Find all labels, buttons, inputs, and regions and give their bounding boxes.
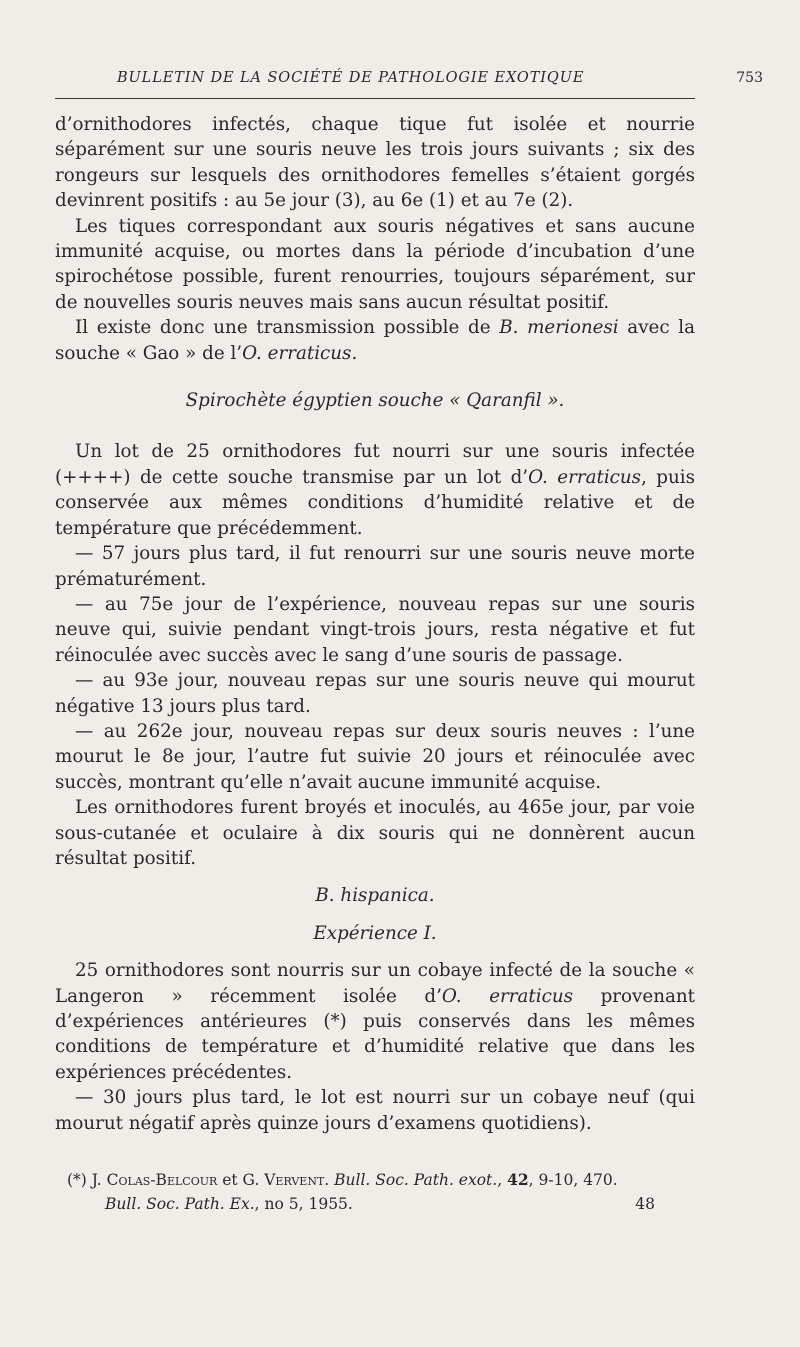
running-title: BULLETIN DE LA SOCIÉTÉ DE PATHOLOGIE EXOTIQUE <box>117 70 585 86</box>
section-heading: B. hispanica. <box>315 885 435 907</box>
paragraph: d’ornithodores infectés, chaque tique fut isolée et nourrie séparément sur une souris neuve les trois jours suivants ; six des rongeurs sur lesquels des ornithodores femelles s’étaient gorgés devinrent positifs : au 5e jour (3), au 6e (1) et au 7e (2). <box>55 114 695 212</box>
text-run: avec la souche « Gao » de l’ <box>55 317 695 364</box>
text-run: , no 5, 1955. <box>254 1195 353 1213</box>
footnote-marker: (*) <box>67 1171 87 1189</box>
page-number: 753 <box>736 70 763 86</box>
species-name: O. erraticus <box>528 466 642 488</box>
author: J. Colas-Belcour <box>91 1171 218 1189</box>
journal-name: Bull. Soc. Path. Ex. <box>105 1195 255 1213</box>
section-heading: Spirochète égyptien souche « Qaranfil ». <box>185 390 565 412</box>
page-range: 9-10, 470. <box>538 1171 618 1189</box>
text-run: 25 ornithodores sont nourris sur un cobaye infecté de la souche « Langeron » récemment isolée d’ <box>55 960 695 1007</box>
footnote-line <box>55 1192 695 1216</box>
journal-name: Bull. Soc. Path. exot. <box>334 1171 498 1189</box>
text-run: provenant d’expériences antérieures (*) puis conservés dans les mêmes conditions de température et d’humidité relative que dans les expériences précédentes. <box>55 985 695 1083</box>
footnote <box>55 1168 695 1216</box>
paragraph: — au 262e jour, nouveau repas sur deux souris neuves : l’une mourut le 8e jour, l’autre fut suivie 20 jours et réinoculée avec succès, montrant qu’elle n’avait aucune immunité acquise. <box>55 720 695 793</box>
author: G. Vervent <box>242 1171 325 1189</box>
page-header <box>55 64 763 96</box>
paragraph: — 57 jours plus tard, il fut renourri sur une souris neuve morte prématurément. <box>55 543 695 590</box>
text-run: Il existe donc une transmission possible de <box>75 317 500 339</box>
text-run: Un lot de 25 ornithodores fut nourri sur une souris infectée (++++) de cette souche transmise par un lot d’ <box>55 441 695 488</box>
text-run: , puis conservée aux mêmes conditions d’humidité relative et de température que précédemment. <box>55 466 696 539</box>
species-name: O. erraticus <box>441 985 573 1007</box>
volume-number: 42 <box>507 1170 529 1189</box>
paragraph: — au 75e jour de l’expérience, nouveau repas sur une souris neuve qui, suivie pendant vingt-trois jours, resta négative et fut réinoculée avec succès avec le sang d’une souris de passage. <box>55 593 695 666</box>
footnote-line: (*) J. Colas-Belcour et G. Vervent. Bull. Soc. Path. exot., 42, 9-10, 470. <box>67 1170 618 1189</box>
body-text <box>55 112 695 1136</box>
header-rule <box>55 98 695 99</box>
paragraph <box>55 958 695 1085</box>
species-name: B. merionesi <box>499 317 619 339</box>
text-run: et <box>217 1171 243 1189</box>
paragraph <box>55 315 695 366</box>
paragraph <box>55 439 695 541</box>
paragraph: Les ornithodores furent broyés et inoculés, au 465e jour, par voie sous-cutanée et oculaire à dix souris qui ne donnèrent aucun résultat positif. <box>55 797 695 869</box>
species-name: O. erraticus <box>242 342 352 364</box>
paragraph: — 30 jours plus tard, le lot est nourri sur un cobaye neuf (qui mourut négatif après quinze jours d’examens quotidiens). <box>55 1087 695 1134</box>
paragraph: — au 93e jour, nouveau repas sur une souris neuve qui mourut négative 13 jours plus tard. <box>55 670 695 717</box>
text-run: . <box>351 342 358 364</box>
paragraph: Les tiques correspondant aux souris négatives et sans aucune immunité acquise, ou mortes dans la période d’incubation d’une spirochétose possible, furent renourries, toujours séparément, sur de nouvelles souris neuves mais sans aucun résultat positif. <box>55 215 695 313</box>
sheet-number: 48 <box>635 1195 655 1213</box>
subsection-heading: Expérience I. <box>313 922 437 944</box>
